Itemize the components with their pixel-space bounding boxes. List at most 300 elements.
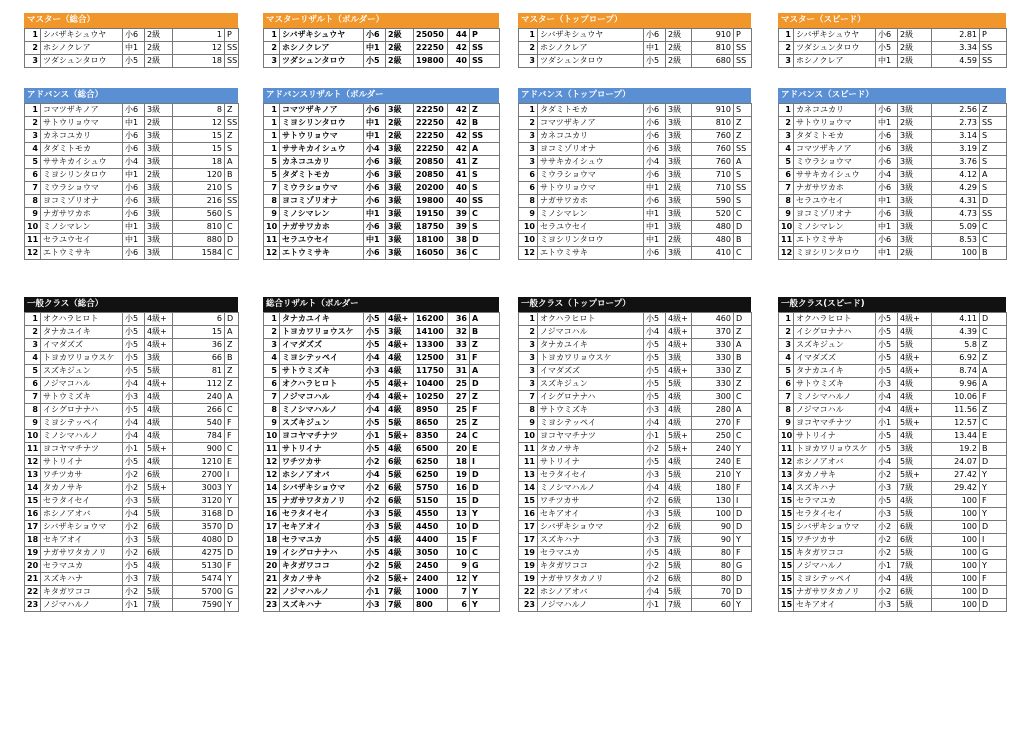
table-cell: スズキジュン [41, 365, 123, 378]
table-cell: 小6 [644, 169, 666, 182]
table-cell: 3 [519, 352, 538, 365]
table-cell: 3 [25, 55, 41, 68]
table-cell: 小4 [123, 156, 145, 169]
table-cell: 4級+ [666, 365, 692, 378]
table-cell: 1 [779, 104, 794, 117]
table-cell: SS [470, 55, 500, 68]
table-cell: Y [225, 495, 239, 508]
table-cell: タカノサキ [280, 573, 364, 586]
table-cell: 小4 [876, 169, 898, 182]
table-cell: 1 [264, 29, 280, 42]
table-cell: 10400 [414, 378, 448, 391]
table-row [264, 208, 500, 221]
table-cell: 小2 [876, 534, 898, 547]
table-cell: C [734, 208, 752, 221]
table-cell: 小3 [876, 599, 898, 612]
table-cell: イシグロナナハ [794, 326, 876, 339]
table-cell: タダミトモカ [41, 143, 123, 156]
table-cell: SS [470, 42, 500, 55]
table-cell: 4級 [666, 456, 692, 469]
table-cell: スズキハナ [538, 534, 644, 547]
table-cell: F [734, 482, 752, 495]
table-cell: 小6 [644, 143, 666, 156]
table-cell: 5130 [173, 560, 225, 573]
table-cell: 2級 [386, 55, 414, 68]
table-cell: 5級 [145, 586, 173, 599]
table-cell: ホシノクレア [41, 42, 123, 55]
results-table [24, 28, 239, 68]
table-cell: D [980, 599, 1007, 612]
results-table [778, 103, 1007, 260]
table-cell: 小5 [123, 365, 145, 378]
table-cell: 小3 [364, 599, 386, 612]
table-cell: 4級+ [386, 339, 414, 352]
table-cell: 3級 [386, 104, 414, 117]
table-cell: 2級 [145, 55, 173, 68]
table-row [25, 29, 239, 42]
table-cell: Y [225, 599, 239, 612]
table-cell: 250 [692, 430, 734, 443]
table-cell: 中1 [123, 169, 145, 182]
table-cell: 小4 [123, 430, 145, 443]
table-cell: 3級 [666, 352, 692, 365]
table-cell: 18 [264, 534, 280, 547]
table-cell: 小6 [644, 247, 666, 260]
table-cell: シバザキショウマ [280, 482, 364, 495]
table-row [264, 365, 500, 378]
table-cell: 2級 [666, 29, 692, 42]
table-cell: 7590 [173, 599, 225, 612]
table-cell: 13300 [414, 339, 448, 352]
table-cell: Y [980, 482, 1007, 495]
table-cell: 1 [519, 29, 538, 42]
table-cell: 112 [173, 378, 225, 391]
table-cell: 小6 [123, 104, 145, 117]
table-cell: 10 [264, 430, 280, 443]
table-row [264, 482, 500, 495]
table-cell: 2 [779, 42, 794, 55]
table-cell: 4級+ [386, 391, 414, 404]
table-cell: イマダズズ [794, 352, 876, 365]
table-row [519, 156, 752, 169]
table-row [779, 495, 1007, 508]
table-cell: 12 [173, 117, 225, 130]
table-cell: 小6 [123, 143, 145, 156]
table-cell: ミノシマハルノ [538, 482, 644, 495]
table-row [519, 326, 752, 339]
table-cell: 小2 [644, 443, 666, 456]
table-cell: サトウリョウマ [794, 117, 876, 130]
table-cell: Y [470, 508, 500, 521]
table-cell: 9 [519, 208, 538, 221]
table-cell: C [225, 247, 239, 260]
table-cell: オクハラヒロト [794, 313, 876, 326]
table-cell: トヨカワリョウスケ [41, 352, 123, 365]
table-row [25, 104, 239, 117]
table-cell: 540 [173, 417, 225, 430]
table-cell: 3 [519, 130, 538, 143]
table-cell: P [225, 29, 239, 42]
table-row [264, 326, 500, 339]
table-cell: 330 [692, 378, 734, 391]
table-row [25, 482, 239, 495]
table-cell: タダミトモカ [794, 130, 876, 143]
table-cell: 19800 [414, 55, 448, 68]
table-cell: 7 [25, 391, 41, 404]
table-cell: 10 [779, 221, 794, 234]
table-cell: タナカユイキ [794, 365, 876, 378]
table-cell: ヨコヤマチナツ [41, 443, 123, 456]
table-cell: B [225, 169, 239, 182]
table-cell: 23 [519, 599, 538, 612]
table-cell: 4級 [145, 417, 173, 430]
table-cell: 小6 [123, 247, 145, 260]
table-cell: 240 [692, 456, 734, 469]
table-cell: 小4 [876, 573, 898, 586]
table-cell: 小5 [644, 339, 666, 352]
table-cell: 小6 [876, 156, 898, 169]
table-cell: 480 [692, 234, 734, 247]
table-cell: 2級 [386, 130, 414, 143]
table-cell: 9 [779, 417, 794, 430]
table-cell: 5級 [666, 378, 692, 391]
table-cell: 39 [448, 221, 470, 234]
table-row [519, 182, 752, 195]
table-cell: 1 [25, 313, 41, 326]
table-cell: 小5 [876, 313, 898, 326]
table-cell: E [980, 430, 1007, 443]
table-cell: B [225, 352, 239, 365]
table-cell: セラマユカ [41, 560, 123, 573]
table-row [25, 378, 239, 391]
table-cell: 小5 [876, 430, 898, 443]
table-cell: Z [225, 339, 239, 352]
table-cell: ミノシマハルノ [280, 404, 364, 417]
table-cell: 36 [448, 247, 470, 260]
table-cell: 小2 [876, 469, 898, 482]
table-row [519, 443, 752, 456]
table-cell: 80 [692, 547, 734, 560]
table-cell: 6級 [145, 547, 173, 560]
table-cell: 460 [692, 313, 734, 326]
table-cell: 7級 [666, 534, 692, 547]
table-cell: 5級 [666, 469, 692, 482]
table-cell: 2級 [898, 247, 932, 260]
table-cell: タカノサキ [41, 482, 123, 495]
table-cell: 23 [264, 599, 280, 612]
table-cell: 370 [692, 326, 734, 339]
table-cell: 中1 [876, 55, 898, 68]
table-cell: 8.53 [932, 234, 980, 247]
table-cell: 40 [448, 195, 470, 208]
table-cell: 14 [264, 482, 280, 495]
table-cell: 6 [25, 169, 41, 182]
table-cell: 4級 [898, 573, 932, 586]
table-row [264, 521, 500, 534]
table-cell: 2700 [173, 469, 225, 482]
table-cell: 216 [173, 195, 225, 208]
table-cell: 1 [264, 143, 280, 156]
table-row [519, 417, 752, 430]
table-cell: ヨコヤマチナツ [280, 430, 364, 443]
table-cell: C [734, 391, 752, 404]
table-cell: 8 [25, 195, 41, 208]
table-cell: 800 [414, 599, 448, 612]
table-cell: F [734, 417, 752, 430]
table-cell: イシグロナナハ [280, 547, 364, 560]
table-row [264, 534, 500, 547]
table-row [519, 195, 752, 208]
table-cell: スズキジュン [538, 378, 644, 391]
table-row [264, 143, 500, 156]
table-cell: 42 [448, 130, 470, 143]
table-cell: 3級 [145, 352, 173, 365]
table-row [25, 143, 239, 156]
table-cell: 3級 [386, 195, 414, 208]
results-block-gen-speed [778, 297, 1006, 612]
table-cell: C [470, 430, 500, 443]
table-cell: 4級 [898, 326, 932, 339]
table-cell: Y [470, 599, 500, 612]
table-cell: 330 [692, 365, 734, 378]
table-cell: サトウリョウマ [41, 117, 123, 130]
table-cell: 2級 [666, 234, 692, 247]
table-cell: P [980, 29, 1007, 42]
table-cell: 8 [519, 195, 538, 208]
table-cell: 240 [173, 391, 225, 404]
block-title: アドバンスリザルト（ボルダー [263, 88, 499, 103]
table-cell: 19 [448, 469, 470, 482]
table-cell: 2級 [898, 42, 932, 55]
table-row [264, 508, 500, 521]
table-cell: 3 [519, 55, 538, 68]
table-cell: カネコユカリ [41, 130, 123, 143]
table-cell: 90 [692, 521, 734, 534]
table-cell: 3級 [386, 326, 414, 339]
table-cell: 7 [264, 182, 280, 195]
table-cell: ホシノクレア [538, 42, 644, 55]
results-block-adv-toprope [518, 88, 751, 260]
table-cell: ナガサワタカノリ [41, 547, 123, 560]
table-cell: 31 [448, 365, 470, 378]
table-cell: E [225, 456, 239, 469]
table-cell: SS [225, 42, 239, 55]
table-cell: 小6 [123, 182, 145, 195]
table-cell: D [980, 586, 1007, 599]
table-cell: 18 [448, 456, 470, 469]
table-cell: 20200 [414, 182, 448, 195]
table-cell: 4級+ [666, 313, 692, 326]
table-cell: S [225, 143, 239, 156]
table-row [25, 195, 239, 208]
table-cell: Y [734, 534, 752, 547]
table-cell: 6250 [414, 469, 448, 482]
table-cell: 2級 [145, 29, 173, 42]
table-cell: ツダシュンタロウ [538, 55, 644, 68]
table-cell: 小3 [644, 508, 666, 521]
table-cell: 3.34 [932, 42, 980, 55]
table-cell: 1 [519, 104, 538, 117]
table-cell: カネコユカリ [538, 130, 644, 143]
table-cell: 590 [692, 195, 734, 208]
table-cell: サトウリョウマ [538, 182, 644, 195]
table-cell: 12 [25, 456, 41, 469]
table-cell: 5級 [145, 365, 173, 378]
table-row [519, 352, 752, 365]
table-cell: Z [734, 365, 752, 378]
table-row [779, 469, 1007, 482]
table-row [519, 234, 752, 247]
table-cell: 小5 [123, 404, 145, 417]
table-cell: 1584 [173, 247, 225, 260]
table-cell: 小2 [123, 547, 145, 560]
table-cell: 小6 [364, 221, 386, 234]
table-cell: セラユウセイ [794, 195, 876, 208]
table-cell: 小1 [364, 430, 386, 443]
table-cell: D [980, 456, 1007, 469]
table-cell: 3級 [898, 234, 932, 247]
table-row [779, 508, 1007, 521]
table-cell: I [225, 469, 239, 482]
table-row [779, 169, 1007, 182]
table-cell: 760 [692, 156, 734, 169]
table-cell: 中1 [364, 130, 386, 143]
table-cell: F [734, 547, 752, 560]
table-cell: SS [734, 182, 752, 195]
table-cell: 6級 [898, 534, 932, 547]
table-cell: 19150 [414, 208, 448, 221]
table-cell: 小6 [876, 234, 898, 247]
table-cell: 小5 [364, 55, 386, 68]
table-cell: 15 [779, 521, 794, 534]
table-cell: 小5 [644, 365, 666, 378]
table-cell: Y [470, 586, 500, 599]
table-cell: 小5 [876, 495, 898, 508]
table-cell: 5 [264, 169, 280, 182]
table-row [519, 482, 752, 495]
table-cell: SS [980, 208, 1007, 221]
table-cell: 5 [264, 365, 280, 378]
results-table [263, 312, 500, 612]
table-row [519, 117, 752, 130]
table-cell: 10 [779, 430, 794, 443]
table-cell: 小4 [364, 391, 386, 404]
table-cell: 4級+ [145, 339, 173, 352]
table-row [25, 495, 239, 508]
table-cell: ノジマコハル [280, 391, 364, 404]
table-row [519, 130, 752, 143]
table-cell: D [470, 234, 500, 247]
table-cell: 2級 [666, 182, 692, 195]
table-cell: ヨコミゾリオナ [41, 195, 123, 208]
table-cell: 810 [692, 42, 734, 55]
table-row [25, 117, 239, 130]
table-cell: S [470, 221, 500, 234]
table-row [264, 195, 500, 208]
table-row [25, 430, 239, 443]
table-cell: 16 [448, 482, 470, 495]
table-row [264, 456, 500, 469]
table-cell: 6級 [386, 456, 414, 469]
table-cell: 5 [779, 156, 794, 169]
table-cell: 小6 [644, 104, 666, 117]
table-row [264, 29, 500, 42]
table-cell: G [225, 586, 239, 599]
table-cell: 1 [264, 104, 280, 117]
table-cell: 小5 [876, 352, 898, 365]
table-cell: 小6 [364, 247, 386, 260]
table-cell: 12.57 [932, 417, 980, 430]
table-cell: 小2 [876, 586, 898, 599]
table-cell: 42 [448, 117, 470, 130]
table-row [25, 469, 239, 482]
table-cell: 60 [692, 599, 734, 612]
table-cell: 3級 [145, 195, 173, 208]
table-row [25, 560, 239, 573]
table-cell: 15 [779, 495, 794, 508]
table-cell: Z [225, 130, 239, 143]
table-cell: C [470, 547, 500, 560]
table-cell: 4級+ [666, 326, 692, 339]
table-cell: 2級 [145, 42, 173, 55]
table-cell: A [225, 326, 239, 339]
table-cell: 中1 [123, 221, 145, 234]
table-row [264, 599, 500, 612]
table-cell: D [225, 521, 239, 534]
table-cell: C [225, 443, 239, 456]
table-cell: セキアオイ [538, 508, 644, 521]
table-cell: 11 [264, 443, 280, 456]
table-cell: D [225, 547, 239, 560]
table-cell: Y [980, 560, 1007, 573]
table-cell: 小5 [123, 560, 145, 573]
table-cell: F [980, 573, 1007, 586]
table-cell: 3 [519, 365, 538, 378]
table-cell: 1 [264, 117, 280, 130]
table-row [264, 234, 500, 247]
table-cell: 4級+ [386, 378, 414, 391]
table-cell: 80 [692, 560, 734, 573]
table-cell: 4.73 [932, 208, 980, 221]
table-cell: ホシノアオバ [41, 508, 123, 521]
table-cell: 小3 [876, 482, 898, 495]
table-cell: 36 [173, 339, 225, 352]
table-cell: 2 [264, 42, 280, 55]
table-cell: 4 [25, 352, 41, 365]
table-cell: Z [734, 130, 752, 143]
table-cell: 15 [448, 495, 470, 508]
table-cell: 4級 [666, 404, 692, 417]
table-cell: S [470, 169, 500, 182]
table-cell: Y [225, 482, 239, 495]
table-cell: S [980, 156, 1007, 169]
table-cell: 19 [519, 547, 538, 560]
table-cell: 5級 [386, 560, 414, 573]
table-cell: Z [980, 104, 1007, 117]
table-row [779, 417, 1007, 430]
table-row [264, 221, 500, 234]
table-cell: 11 [779, 234, 794, 247]
table-cell: タナカユイキ [41, 326, 123, 339]
table-cell: ナガサワタカノリ [538, 573, 644, 586]
table-row [25, 326, 239, 339]
table-row [264, 247, 500, 260]
table-cell: コマツザキノア [538, 117, 644, 130]
table-cell: 10 [448, 521, 470, 534]
table-cell: 100 [932, 547, 980, 560]
table-cell: 5750 [414, 482, 448, 495]
table-cell: 5級+ [898, 469, 932, 482]
